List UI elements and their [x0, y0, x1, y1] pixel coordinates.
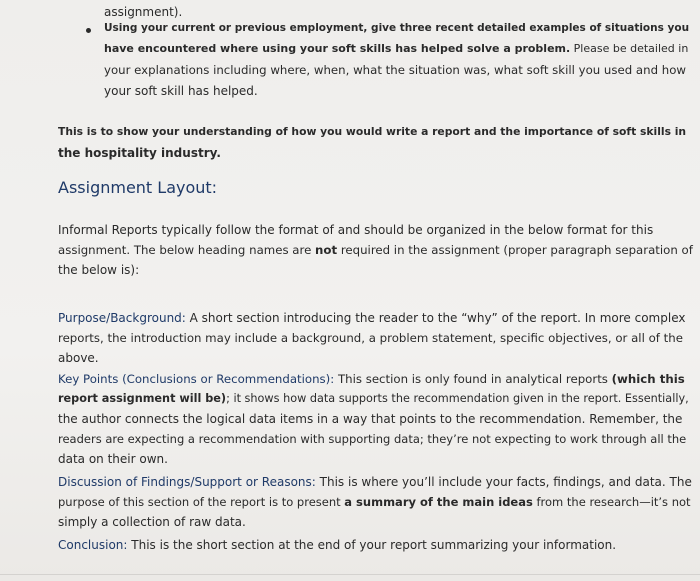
discussion-bold: a summary of the main ideas [344, 495, 533, 509]
discussion-line-3: simply a collection of raw data. [58, 515, 246, 529]
discussion-line-2 [58, 494, 691, 510]
keypoints-line-4: readers are expecting a recommendation with supporting data; they’re not expecting to work through all the [58, 432, 687, 446]
bullet-continuation-line: assignment). [104, 5, 183, 19]
statement-line-1: This is to show your understanding of how you would write a report and the importance of soft skills in [58, 125, 687, 138]
bullet-line-3: your explanations including where, when, what the situation was, what soft skill you used and how [104, 63, 687, 77]
bullet-line-2-bold: have encountered where using your soft skills has helped solve a problem. [104, 42, 571, 55]
bullet-line-4: your soft skill has helped. [104, 84, 258, 98]
conclusion-heading: Conclusion: [58, 538, 128, 552]
bullet-line-2 [104, 41, 688, 57]
conclusion-line-1 [58, 537, 616, 553]
keypoints-heading: Key Points (Conclusions or Recommendations): [58, 372, 335, 386]
intro-line-2-c: required in the assignment (proper paragraph separation of [337, 243, 693, 257]
keypoints-line-1 [58, 371, 685, 387]
purpose-text-1: A short section introducing the reader to the “why” of the report. In more complex [185, 311, 686, 325]
keypoints-text-1: This section is only found in analytical reports [334, 372, 612, 386]
intro-line-2 [58, 242, 693, 258]
keypoints-bold-2: report assignment will be) [58, 392, 227, 405]
bottom-divider [0, 574, 700, 575]
keypoints-text-2: ; it shows how data supports the recommendation given in the report. Essentially, [226, 392, 689, 405]
conclusion-text: This is the short section at the end of your report summarizing your information. [127, 538, 617, 552]
discussion-text-2a: purpose of this section of the report is to present [58, 495, 345, 509]
keypoints-line-3: the author connects the logical data items in a way that points to the recommendation. Remember, the [58, 412, 683, 426]
intro-line-2-bold: not [315, 243, 338, 257]
keypoints-line-5: data on their own. [58, 452, 168, 466]
discussion-line-1 [58, 474, 692, 490]
purpose-line-2: reports, the introduction may include a background, a problem statement, specific objectives, or all of the [58, 331, 683, 345]
statement-line-2: the hospitality industry. [58, 146, 221, 160]
bullet-marker [86, 28, 91, 33]
discussion-heading: Discussion of Findings/Support or Reasons: [58, 475, 316, 489]
keypoints-line-2 [58, 391, 689, 407]
purpose-line-1 [58, 310, 685, 326]
bullet-line-1: Using your current or previous employment, give three recent detailed examples of situations you [104, 22, 690, 34]
discussion-text-2c: from the research—it’s not [532, 495, 691, 509]
assignment-layout-heading: Assignment Layout: [58, 178, 218, 197]
purpose-line-3: above. [58, 351, 99, 365]
purpose-heading: Purpose/Background: [58, 311, 186, 325]
intro-line-1: Informal Reports typically follow the format of and should be organized in the below format for this [58, 223, 654, 237]
intro-line-2-a: assignment. The below heading names are [58, 243, 316, 257]
bullet-line-2-rest: Please be detailed in [570, 42, 689, 55]
keypoints-bold-1: (which this [611, 372, 685, 386]
discussion-text-1: This is where you’ll include your facts, findings, and data. The [315, 475, 692, 489]
intro-line-3: the below is): [58, 263, 140, 277]
